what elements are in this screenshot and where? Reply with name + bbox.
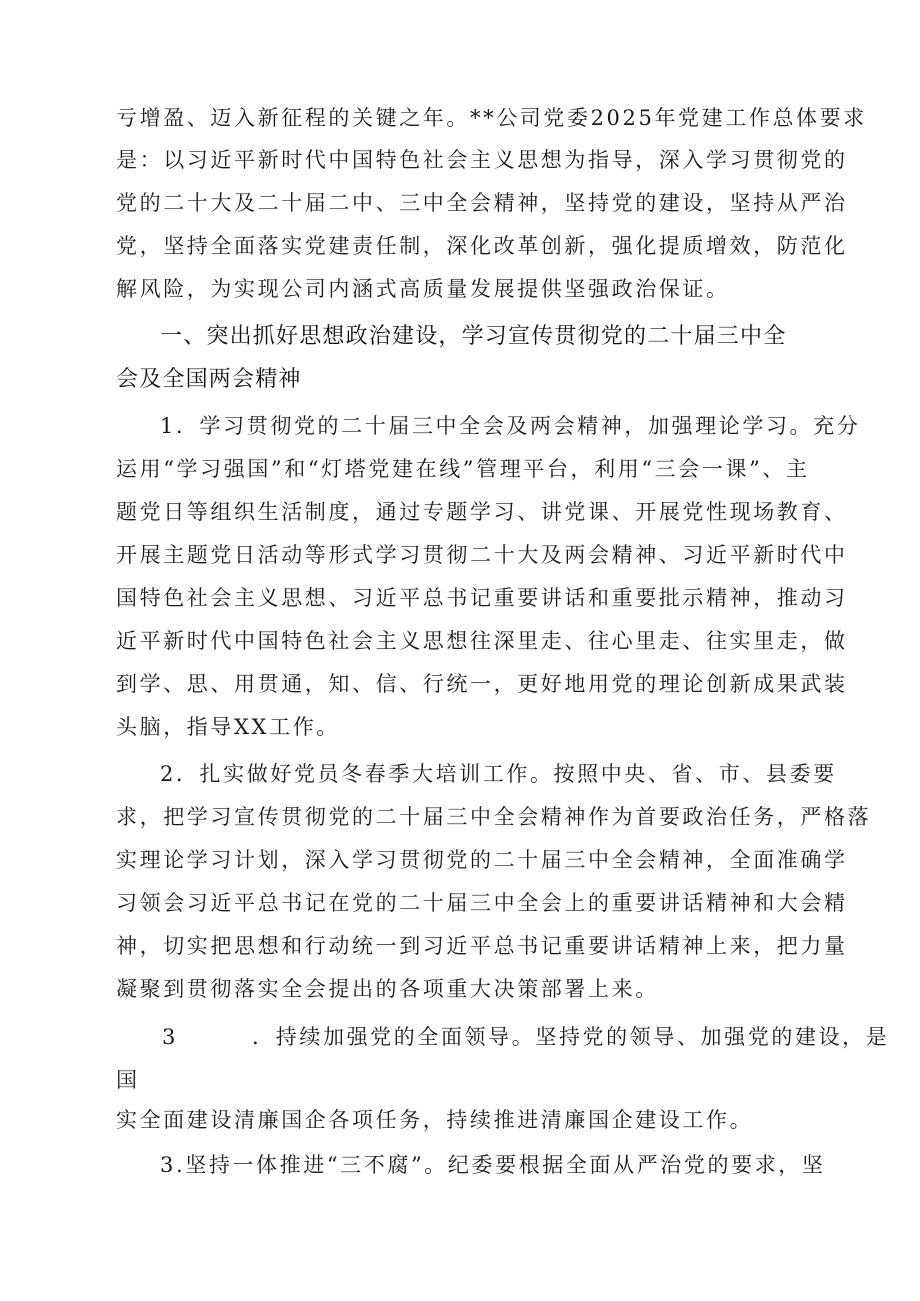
- paragraph-line: 1．学习贯彻党的二十届三中全会及两会精神，加强理论学习。充分: [160, 414, 861, 438]
- paragraph-line: 党，坚持全面落实党建责任制，深化改革创新，强化提质增效，防范化: [116, 234, 848, 258]
- paragraph-line: 国特色社会主义思想、习近平总书记重要讲话和重要批示精神，推动习: [116, 586, 848, 610]
- paragraph-line: 国: [116, 1068, 140, 1092]
- paragraph-line: 3 ．持续加强党的全面领导。坚持党的领导、加强党的建设，是: [162, 1025, 890, 1049]
- paragraph-line: 实理论学习计划，深入学习贯彻党的二十届三中全会精神，全面准确学: [116, 848, 848, 872]
- paragraph-line: 亏增盈、迈入新征程的关键之年。**公司党委2025年党建工作总体要求: [116, 106, 867, 130]
- paragraph-line: 题党日等组织生活制度，通过专题学习、讲党课、开展党性现场教育、: [116, 500, 848, 524]
- paragraph-line: 运用“学习强国”和“灯塔党建在线”管理平台，利用“三会一课”、主: [116, 457, 810, 481]
- paragraph-line: 求，把学习宣传贯彻党的二十届三中全会精神作为首要政治任务，严格落: [116, 805, 872, 829]
- section-heading: 一、突出抓好思想政治建设，学习宣传贯彻党的二十届三中全: [160, 324, 787, 349]
- paragraph-line: 2．扎实做好党员冬春季大培训工作。按照中央、省、市、县委要: [160, 762, 837, 786]
- section-heading: 会及全国两会精神: [116, 367, 302, 392]
- paragraph-line: 头脑，指导XX工作。: [116, 715, 340, 739]
- paragraph-line: 3.坚持一体推进“三不腐”。纪委要根据全面从严治党的要求，坚: [160, 1153, 826, 1177]
- paragraph-line: 近平新时代中国特色社会主义思想往深里走、往心里走、往实里走，做: [116, 629, 848, 653]
- paragraph-line: 党的二十大及二十届二中、三中全会精神，坚持党的建设，坚持从严治: [116, 191, 848, 215]
- paragraph-line: 习领会习近平总书记在党的二十届三中全会上的重要讲话精神和大会精: [116, 891, 848, 915]
- paragraph-line: 凝聚到贯彻落实全会提出的各项重大决策部署上来。: [116, 977, 659, 1001]
- paragraph-line: 到学、思、用贯通，知、信、行统一，更好地用党的理论创新成果武装: [116, 672, 848, 696]
- paragraph-line: 是：以习近平新时代中国特色社会主义思想为指导，深入学习贯彻党的: [116, 148, 848, 172]
- paragraph-line: 神，切实把思想和行动统一到习近平总书记重要讲话精神上来，把力量: [116, 934, 848, 958]
- paragraph-line: 实全面建设清廉国企各项任务，持续推进清廉国企建设工作。: [116, 1108, 754, 1132]
- paragraph-line: 解风险，为实现公司内涵式高质量发展提供坚强政治保证。: [116, 277, 730, 301]
- paragraph-line: 开展主题党日活动等形式学习贯彻二十大及两会精神、习近平新时代中: [116, 543, 848, 567]
